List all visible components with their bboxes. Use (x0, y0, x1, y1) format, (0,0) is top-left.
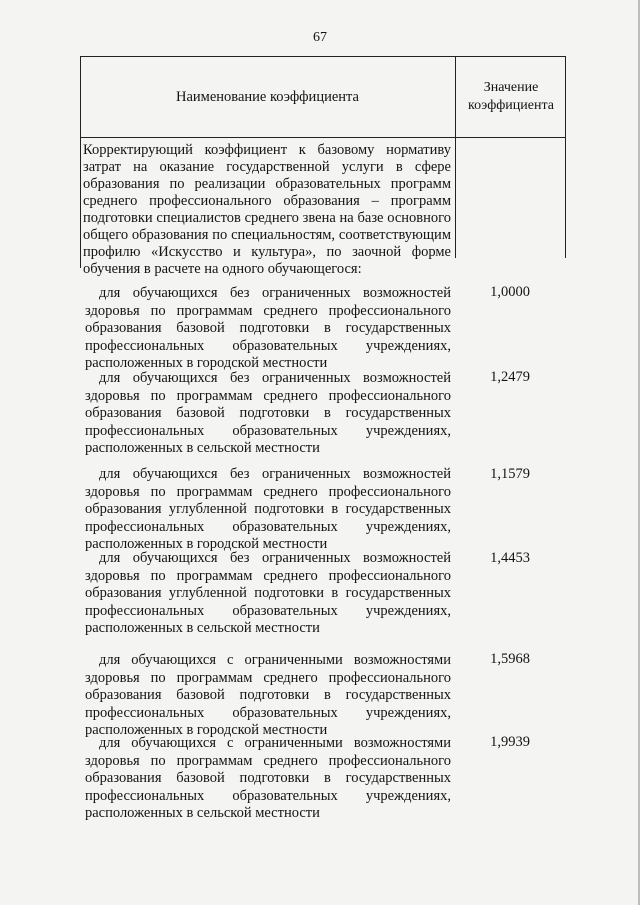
page-number: 67 (313, 30, 327, 45)
coefficient-item-6-value: 1,9939 (490, 734, 530, 750)
coefficient-item-4-text: для обучающихся без ограниченных возможностей здоровья по программам среднего профессионального образования углубленной подготовки в государственных профессиональных образовательных учреждениях, расположенных в сельской местности (85, 550, 451, 636)
coefficient-item-3-value: 1,1579 (490, 466, 530, 482)
coefficient-item-6-text: для обучающихся с ограниченными возможностями здоровья по программам среднего профессионального образования базовой подготовки в государственных профессиональных образовательных учреждениях, расположенных в сельской местности (85, 735, 451, 821)
header-value-column: Значение коэффициента (468, 80, 554, 113)
column-divider-body (455, 138, 456, 258)
coefficient-item-3-text: для обучающихся без ограниченных возможностей здоровья по программам среднего профессионального образования углубленной подготовки в государственных профессиональных образовательных учреждениях, расположенных в городской местности (85, 466, 451, 552)
intro-paragraph: Корректирующий коэффициент к базовому нормативу затрат на оказание государственной услуги в сфере образования по реализации образовательных программ среднего профессионального образования – программ подготовки специалистов среднего звена на базе основного общего образования по специальностям, соответствующим профилю «Искусство и культура», по заочной форме обучения в расчете на одного обучающегося: (83, 142, 451, 277)
left-table-rule (80, 138, 81, 268)
coefficient-item-5-text: для обучающихся с ограниченными возможностями здоровья по программам среднего профессионального образования базовой подготовки в государственных профессиональных образовательных учреждениях, расположенных в городской местности (85, 652, 451, 738)
header-name-column: Наименование коэффициента (176, 89, 359, 105)
coefficient-item-1-value: 1,0000 (490, 284, 530, 300)
coefficient-item-2-value: 1,2479 (490, 369, 530, 385)
coefficient-item-4-value: 1,4453 (490, 550, 530, 566)
coefficient-item-5-value: 1,5968 (490, 651, 530, 667)
coefficient-item-1-text: для обучающихся без ограниченных возможностей здоровья по программам среднего профессионального образования базовой подготовки в государственных профессиональных образовательных учреждениях, расположенных в городской местности (85, 285, 451, 371)
right-table-rule (565, 138, 566, 258)
coefficient-item-2-text: для обучающихся без ограниченных возможностей здоровья по программам среднего профессионального образования базовой подготовки в государственных профессиональных образовательных учреждениях, расположенных в сельской местности (85, 370, 451, 456)
